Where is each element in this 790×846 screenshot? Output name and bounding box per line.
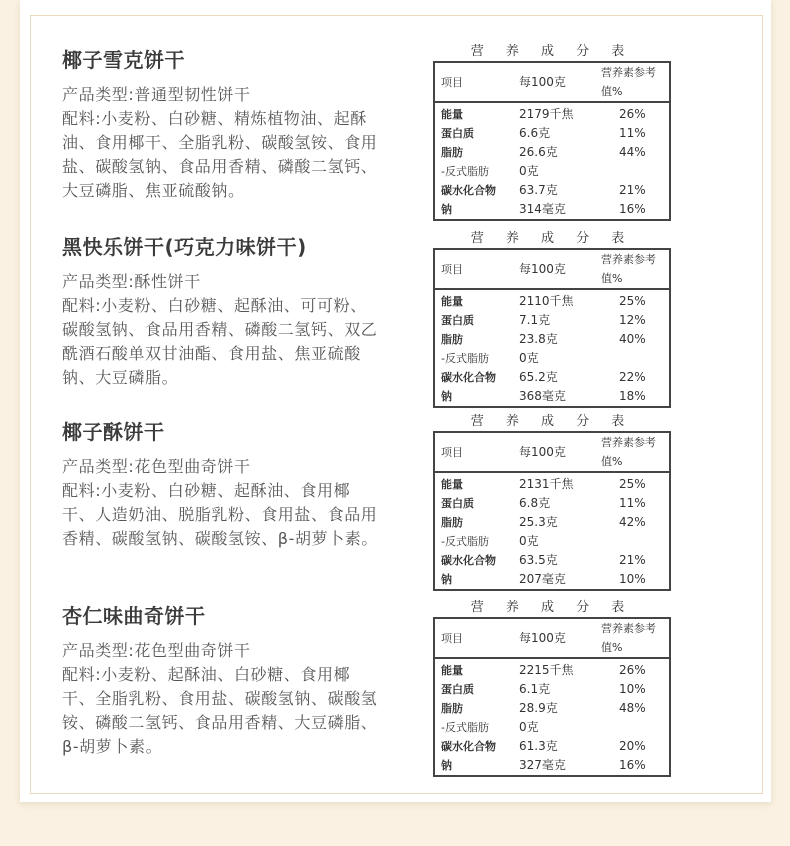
row-item: 碳水化合物 <box>441 740 496 753</box>
header-per: 每100克 <box>513 618 601 658</box>
table-row <box>434 658 670 680</box>
product-section-3 <box>62 416 382 551</box>
row-per: 6.8克 <box>519 496 551 510</box>
nutrition-table <box>433 61 671 221</box>
table-row <box>434 472 670 494</box>
product-name: 杏仁味曲奇饼干 <box>62 604 206 628</box>
nutrition-table-title: 营 养 成 分 表 <box>470 414 634 429</box>
table-row <box>434 532 670 551</box>
header-item: 项目 <box>434 249 513 289</box>
header-per: 每100克 <box>513 249 601 289</box>
table-row <box>434 289 670 311</box>
header-per: 每100克 <box>513 62 601 102</box>
row-per: 63.7克 <box>519 183 558 197</box>
product-ingredients: 配料:小麦粉、白砂糖、精炼植物油、起酥油、食用椰干、全脂乳粉、碳酸氢铵、食用盐、碳酸氢钠、食品用香精、磷酸二氢钙、大豆磷脂、焦亚硫酸钠。 <box>62 109 378 200</box>
row-nrv <box>601 532 670 551</box>
nutrition-table-2 <box>433 232 671 408</box>
table-row <box>434 349 670 368</box>
row-item: 能量 <box>441 664 463 677</box>
header-item: 项目 <box>434 432 513 472</box>
row-item: 脂肪 <box>441 146 463 159</box>
product-section-4 <box>62 600 382 759</box>
row-nrv: 16% <box>619 202 646 216</box>
row-nrv: 44% <box>619 145 646 159</box>
table-row <box>434 368 670 387</box>
row-nrv: 25% <box>619 294 646 308</box>
row-nrv: 26% <box>619 107 646 121</box>
row-per: 2215千焦 <box>519 663 574 677</box>
row-per: 368毫克 <box>519 389 566 403</box>
row-per: 0克 <box>519 351 539 365</box>
product-section-1 <box>62 44 382 203</box>
row-per: 7.1克 <box>519 313 551 327</box>
row-item: -反式脂肪 <box>441 165 489 178</box>
row-item: 能量 <box>441 108 463 121</box>
row-item: 能量 <box>441 295 463 308</box>
product-type: 产品类型:酥性饼干 <box>62 272 201 291</box>
row-per: 61.3克 <box>519 739 558 753</box>
table-row <box>434 124 670 143</box>
row-per: 23.8克 <box>519 332 558 346</box>
row-item: 钠 <box>441 203 452 216</box>
header-per: 每100克 <box>513 432 601 472</box>
row-per: 314毫克 <box>519 202 566 216</box>
row-nrv <box>601 718 670 737</box>
row-per: 0克 <box>519 164 539 178</box>
nutrition-table-title: 营 养 成 分 表 <box>470 231 634 246</box>
table-header-row <box>434 432 670 472</box>
table-row <box>434 737 670 756</box>
row-nrv: 21% <box>619 183 646 197</box>
row-item: 碳水化合物 <box>441 184 496 197</box>
row-per: 25.3克 <box>519 515 558 529</box>
row-nrv: 10% <box>619 572 646 586</box>
product-type: 产品类型:花色型曲奇饼干 <box>62 641 251 660</box>
nutrition-table <box>433 431 671 591</box>
table-row <box>434 718 670 737</box>
row-per: 6.6克 <box>519 126 551 140</box>
table-row <box>434 330 670 349</box>
row-nrv: 40% <box>619 332 646 346</box>
table-row <box>434 699 670 718</box>
row-item: 钠 <box>441 759 452 772</box>
row-per: 2179千焦 <box>519 107 574 121</box>
row-nrv: 11% <box>619 126 646 140</box>
row-item: -反式脂肪 <box>441 535 489 548</box>
row-item: 钠 <box>441 390 452 403</box>
table-header-row <box>434 618 670 658</box>
header-nrv: 营养素参考值% <box>601 249 670 289</box>
table-row <box>434 387 670 407</box>
table-row <box>434 570 670 590</box>
row-item: -反式脂肪 <box>441 352 489 365</box>
row-nrv: 12% <box>619 313 646 327</box>
row-nrv: 25% <box>619 477 646 491</box>
table-row <box>434 551 670 570</box>
row-per: 2131千焦 <box>519 477 574 491</box>
nutrition-table <box>433 617 671 777</box>
row-item: 蛋白质 <box>441 497 474 510</box>
row-item: -反式脂肪 <box>441 721 489 734</box>
product-type: 产品类型:花色型曲奇饼干 <box>62 457 251 476</box>
table-row <box>434 143 670 162</box>
header-item: 项目 <box>434 618 513 658</box>
row-item: 蛋白质 <box>441 314 474 327</box>
table-row <box>434 494 670 513</box>
product-name: 椰子酥饼干 <box>62 420 165 444</box>
row-item: 能量 <box>441 478 463 491</box>
table-row <box>434 200 670 220</box>
row-per: 0克 <box>519 534 539 548</box>
row-per: 6.1克 <box>519 682 551 696</box>
row-nrv: 16% <box>619 758 646 772</box>
row-per: 65.2克 <box>519 370 558 384</box>
product-type: 产品类型:普通型韧性饼干 <box>62 85 251 104</box>
nutrition-table-title: 营 养 成 分 表 <box>470 600 634 615</box>
row-nrv: 18% <box>619 389 646 403</box>
row-nrv: 42% <box>619 515 646 529</box>
row-item: 蛋白质 <box>441 127 474 140</box>
product-ingredients: 配料:小麦粉、白砂糖、起酥油、可可粉、碳酸氢钠、食品用香精、磷酸二氢钙、双乙酰酒石酸单双甘油酯、食用盐、焦亚硫酸钠、大豆磷脂。 <box>62 296 378 387</box>
product-section-2 <box>62 231 382 390</box>
row-item: 脂肪 <box>441 516 463 529</box>
header-nrv: 营养素参考值% <box>601 62 670 102</box>
header-item: 项目 <box>434 62 513 102</box>
row-item: 脂肪 <box>441 333 463 346</box>
row-nrv: 10% <box>619 682 646 696</box>
header-nrv: 营养素参考值% <box>601 432 670 472</box>
row-per: 0克 <box>519 720 539 734</box>
row-nrv: 48% <box>619 701 646 715</box>
product-ingredients: 配料:小麦粉、白砂糖、起酥油、食用椰干、人造奶油、脱脂乳粉、食用盐、食品用香精、碳酸氢钠、碳酸氢铵、β-胡萝卜素。 <box>62 481 378 548</box>
row-per: 2110千焦 <box>519 294 574 308</box>
nutrition-table <box>433 248 671 408</box>
row-nrv: 21% <box>619 553 646 567</box>
row-item: 钠 <box>441 573 452 586</box>
row-per: 28.9克 <box>519 701 558 715</box>
row-per: 26.6克 <box>519 145 558 159</box>
row-nrv: 22% <box>619 370 646 384</box>
nutrition-table-4 <box>433 601 671 777</box>
table-row <box>434 162 670 181</box>
table-row <box>434 311 670 330</box>
nutrition-table-3 <box>433 415 671 591</box>
row-nrv: 20% <box>619 739 646 753</box>
row-per: 63.5克 <box>519 553 558 567</box>
table-row <box>434 102 670 124</box>
nutrition-table-1 <box>433 45 671 221</box>
table-row <box>434 680 670 699</box>
header-nrv: 营养素参考值% <box>601 618 670 658</box>
product-ingredients: 配料:小麦粉、起酥油、白砂糖、食用椰干、全脂乳粉、食用盐、碳酸氢钠、碳酸氢铵、磷酸二氢钙、食品用香精、大豆磷脂、β-胡萝卜素。 <box>62 665 378 756</box>
row-per: 207毫克 <box>519 572 566 586</box>
row-nrv: 26% <box>619 663 646 677</box>
row-per: 327毫克 <box>519 758 566 772</box>
row-item: 蛋白质 <box>441 683 474 696</box>
product-name: 椰子雪克饼干 <box>62 48 185 72</box>
row-nrv <box>601 349 670 368</box>
row-nrv: 11% <box>619 496 646 510</box>
nutrition-table-title: 营 养 成 分 表 <box>470 44 634 59</box>
row-nrv <box>601 162 670 181</box>
table-header-row <box>434 62 670 102</box>
table-row <box>434 756 670 776</box>
table-header-row <box>434 249 670 289</box>
table-row <box>434 181 670 200</box>
table-row <box>434 513 670 532</box>
row-item: 碳水化合物 <box>441 554 496 567</box>
row-item: 碳水化合物 <box>441 371 496 384</box>
product-name: 黑快乐饼干(巧克力味饼干) <box>62 235 307 259</box>
row-item: 脂肪 <box>441 702 463 715</box>
